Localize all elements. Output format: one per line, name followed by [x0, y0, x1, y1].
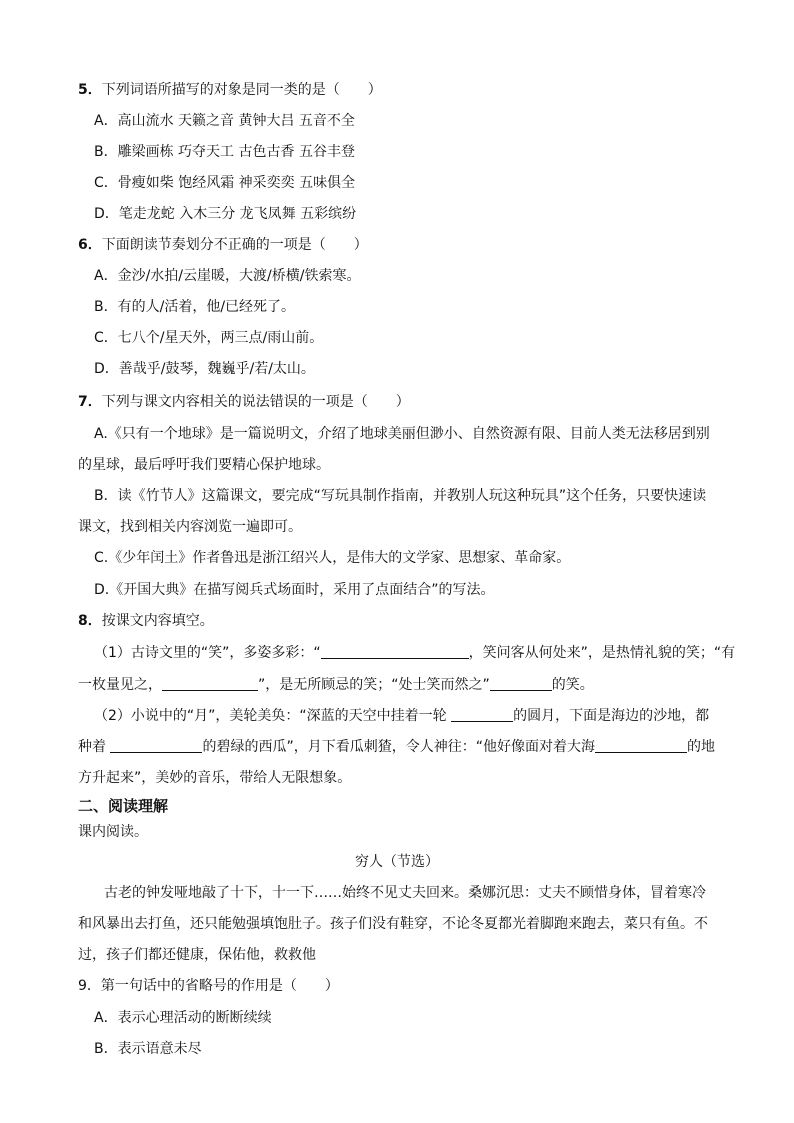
answer-blank[interactable] [110, 738, 202, 753]
passage-line-3: 过，孩子们都还健康，保佑他，救救他 [78, 947, 316, 963]
text-segment: ，笑问客从何处来”，是热情礼貌的笑；“有 [468, 645, 736, 661]
question-number: 5． [78, 82, 102, 98]
option-b-line-2: 课文，找到相关内容浏览一遍即可。 [78, 519, 302, 535]
text-segment: 的笑。 [551, 677, 594, 693]
option-b: B．雕梁画栋 巧夺天工 古色古香 五谷丰登 [94, 144, 355, 160]
question-5 [78, 80, 382, 100]
option-c: C.《少年闰土》作者鲁迅是浙江绍兴人，是伟大的文学家、思想家、革命家。 [94, 550, 571, 566]
question-6 [78, 235, 368, 255]
fill-in-line-3 [94, 706, 709, 726]
option-a: A．金沙/水拍/云崖暖，大渡/桥横/铁索寒。 [94, 268, 361, 284]
option-d: D．笔走龙蛇 入木三分 龙飞凤舞 五彩缤纷 [94, 206, 357, 222]
text-segment: 的圆月，下面是海边的沙地，都 [513, 708, 710, 724]
question-stem: 下列词语所描写的对象是同一类的是（ ） [101, 82, 382, 98]
fill-in-line-5: 方升起来”，美妙的音乐，带给人无限想象。 [78, 770, 352, 786]
option-c: C．七八个/星天外，两三点/雨山前。 [94, 330, 324, 346]
text-segment: 的碧绿的西瓜”，月下看瓜刺猹，令人神往：“他好像面对着大海 [202, 739, 595, 755]
question-stem: 按课文内容填空。 [101, 613, 214, 629]
text-segment: 种着 [78, 739, 111, 755]
option-b: B．有的人/活着，他/已经死了。 [94, 299, 296, 315]
question-number: 6． [78, 237, 102, 253]
question-number: 9． [78, 978, 101, 994]
question-stem: 下列与课文内容相关的说法错误的一项是（ ） [101, 394, 410, 410]
text-segment: 一枚量见之， [78, 677, 162, 693]
option-c: C．骨瘦如柴 饱经风霜 神采奕奕 五味俱全 [94, 175, 356, 191]
text-segment: ”，是无所顾忌的笑；“处士笑而然之” [258, 677, 490, 693]
option-b-line-1: B．读《竹节人》这篇课文，要完成“写玩具制作指南，并教别人玩这种玩具”这个任务，只要快速读 [94, 488, 707, 504]
fill-in-line-1 [94, 643, 735, 663]
option-b: B．表示语意未尽 [94, 1041, 202, 1057]
option-d: D．善哉乎/鼓琴，魏巍乎/若/太山。 [94, 361, 315, 377]
section-intro: 课内阅读。 [78, 824, 148, 840]
text-segment: （1）古诗文里的“笑”，多姿多彩：“ [94, 645, 321, 661]
text-segment: 的地 [686, 739, 715, 755]
passage-title: 穷人（节选） [355, 854, 439, 870]
answer-blank[interactable] [451, 707, 513, 722]
answer-blank[interactable] [595, 738, 687, 753]
option-a: A．高山流水 天籁之音 黄钟大吕 五音不全 [94, 113, 355, 129]
option-a: A．表示心理活动的断断续续 [94, 1010, 272, 1026]
answer-blank[interactable] [321, 644, 469, 659]
passage-line-2: 和风暴出去打鱼，还只能勉强填饱肚子。孩子们没有鞋穿，不论冬夏都光着脚跑来跑去，菜只有鱼。不 [78, 916, 708, 932]
fill-in-line-2 [78, 675, 594, 695]
question-number: 8． [78, 613, 102, 629]
question-9 [78, 976, 339, 996]
option-a-line-2: 的星球，最后呼吁我们要精心保护地球。 [78, 457, 330, 473]
question-7 [78, 392, 410, 412]
fill-in-line-4 [78, 737, 715, 757]
passage-line-1: 古老的钟发哑地敲了十下，十一下……始终不见丈夫回来。桑娜沉思：丈夫不顾惜身体，冒着寒冷 [104, 885, 706, 901]
question-8 [78, 611, 214, 631]
option-d: D.《开国大典》在描写阅兵式场面时，采用了点面结合”的写法。 [94, 582, 495, 598]
question-stem: 下面朗读节奏划分不正确的一项是（ ） [101, 237, 368, 253]
option-a-line-1: A.《只有一个地球》是一篇说明文，介绍了地球美丽但渺小、自然资源有限、目前人类无法移居到别 [94, 426, 710, 442]
text-segment: （2）小说中的“月”，美轮美奂：“深蓝的天空中挂着一轮 [94, 708, 452, 724]
question-number: 7． [78, 394, 102, 410]
answer-blank[interactable] [162, 676, 258, 691]
section-heading: 二、阅读理解 [78, 797, 169, 815]
question-stem: 第一句话中的省略号的作用是（ ） [100, 978, 339, 994]
answer-blank[interactable] [490, 676, 552, 691]
